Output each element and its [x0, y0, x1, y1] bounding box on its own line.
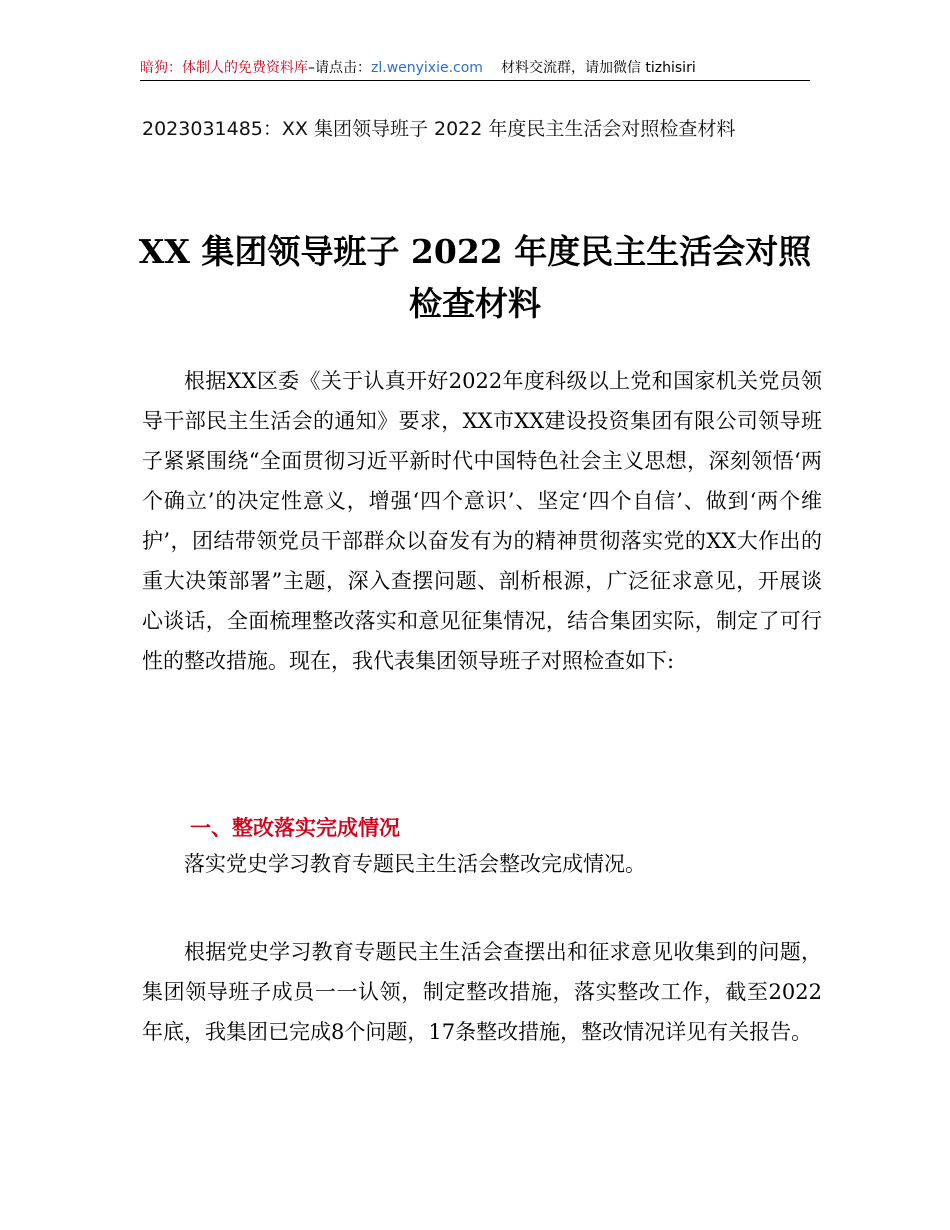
document-title: XX 集团领导班子 2022 年度民主生活会对照检查材料: [138, 232, 812, 323]
section-subheading: 落实党史学习教育专题民主生活会整改完成情况。: [184, 852, 646, 876]
section-paragraph-block: [142, 932, 822, 1052]
section-paragraph: 根据党史学习教育专题民主生活会查摆出和征求意见收集到的问题，集团领导班子成员一一认领，制定整改措施，落实整改工作，截至2022年底，我集团已完成8个问题，17条整改措施，整改情况详见有关报告。: [142, 940, 822, 1044]
document-code-line: 2023031485：XX 集团领导班子 2022 年度民主生活会对照检查材料: [142, 118, 736, 140]
intro-paragraph-block: [142, 361, 822, 681]
click-prompt: –请点击：: [308, 60, 371, 76]
site-link[interactable]: zl.wenyixie.com: [371, 60, 483, 76]
section-sub-block: [142, 844, 822, 884]
header-divider: [140, 80, 810, 81]
group-text: 材料交流群，请加微信 tizhisiri: [500, 60, 696, 76]
intro-paragraph: 根据XX区委《关于认真开好2022年度科级以上党和国家机关党员领导干部民主生活会的通知》要求，XX市XX建设投资集团有限公司领导班子紧紧围绕“全面贯彻习近平新时代中国特色社会主义思想，深刻领悟‘两个确立’的决定性意义，增强‘四个意识’、坚定‘四个自信’、做到‘两个维护’，团结带领党员干部群众以奋发有为的精神贯彻落实党的XX大作出的重大决策部署”主题，深入查摆问题、剖析根源，广泛征求意见，开展谈心谈话，全面梳理整改落实和意见征集情况，结合集团实际，制定了可行性的整改措施。现在，我代表集团领导班子对照检查如下:: [142, 369, 822, 673]
promo-text: 暗狗：体制人的免费资料库: [140, 60, 308, 76]
section-heading: 一、整改落实完成情况: [190, 816, 400, 840]
promo-header: [140, 56, 810, 80]
